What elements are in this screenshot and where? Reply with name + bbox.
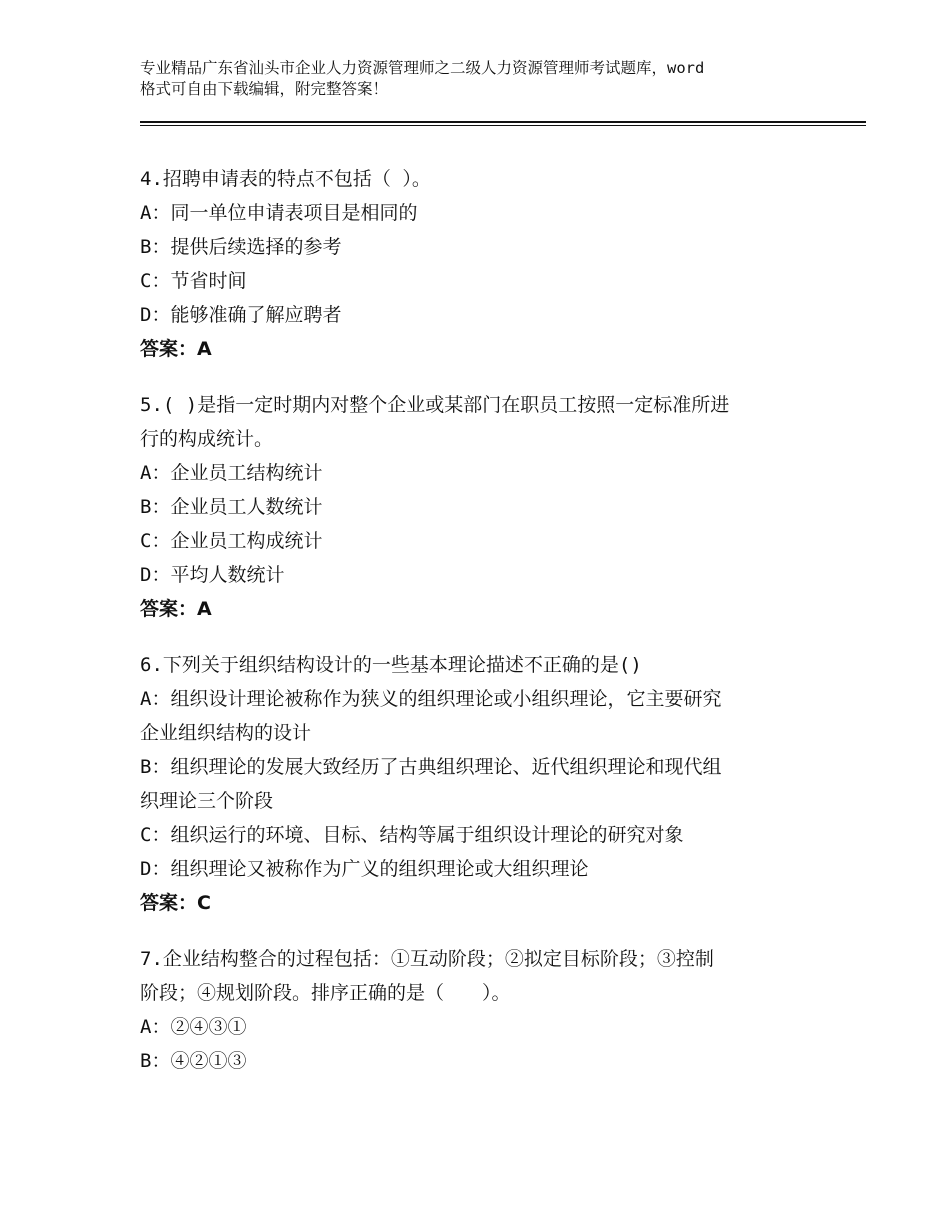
question-stem: 6.下列关于组织结构设计的一些基本理论描述不正确的是() bbox=[140, 654, 642, 676]
option-b: B：组织理论的发展大致经历了古典组织理论、近代组织理论和现代组 bbox=[140, 756, 722, 778]
question-item bbox=[140, 162, 820, 366]
question-item bbox=[140, 648, 820, 920]
option-a: 企业组织结构的设计 bbox=[140, 722, 312, 744]
option-c: C：组织运行的环境、目标、结构等属于组织设计理论的研究对象 bbox=[140, 824, 684, 846]
header-title-line: 专业精品广东省汕头市企业人力资源管理师之二级人力资源管理师考试题库，word bbox=[140, 59, 705, 77]
header-divider bbox=[140, 121, 866, 123]
question-stem: 行的构成统计。 bbox=[140, 428, 274, 450]
question-stem: 7.企业结构整合的过程包括：①互动阶段；②拟定目标阶段；③控制 bbox=[140, 948, 714, 970]
question-item bbox=[140, 942, 820, 1078]
option-c: C：企业员工构成统计 bbox=[140, 530, 323, 552]
option-b: B：企业员工人数统计 bbox=[140, 496, 323, 518]
option-b: B：④②①③ bbox=[140, 1050, 247, 1072]
question-list bbox=[140, 162, 820, 1100]
question-stem: 阶段；④规划阶段。排序正确的是（ ）。 bbox=[140, 982, 511, 1004]
question-stem: 5.( )是指一定时期内对整个企业或某部门在职员工按照一定标准所进 bbox=[140, 394, 730, 416]
answer-label: 答案：A bbox=[140, 338, 212, 360]
option-a: A：组织设计理论被称作为狭义的组织理论或小组织理论，它主要研究 bbox=[140, 688, 722, 710]
option-b: 织理论三个阶段 bbox=[140, 790, 274, 812]
option-a: A：②④③① bbox=[140, 1016, 247, 1038]
question-stem: 4.招聘申请表的特点不包括（ ）。 bbox=[140, 168, 431, 190]
option-d: D：能够准确了解应聘者 bbox=[140, 304, 342, 326]
option-b: B：提供后续选择的参考 bbox=[140, 236, 342, 258]
question-item bbox=[140, 388, 820, 626]
option-a: A：企业员工结构统计 bbox=[140, 462, 323, 484]
option-a: A：同一单位申请表项目是相同的 bbox=[140, 202, 418, 224]
answer-label: 答案：A bbox=[140, 598, 212, 620]
header-title-line: 格式可自由下载编辑，附完整答案！ bbox=[140, 80, 389, 98]
document-header bbox=[140, 58, 830, 100]
option-d: D：组织理论又被称作为广义的组织理论或大组织理论 bbox=[140, 858, 589, 880]
option-c: C：节省时间 bbox=[140, 270, 247, 292]
header-divider bbox=[140, 125, 866, 126]
answer-label: 答案：C bbox=[140, 892, 211, 914]
option-d: D：平均人数统计 bbox=[140, 564, 285, 586]
